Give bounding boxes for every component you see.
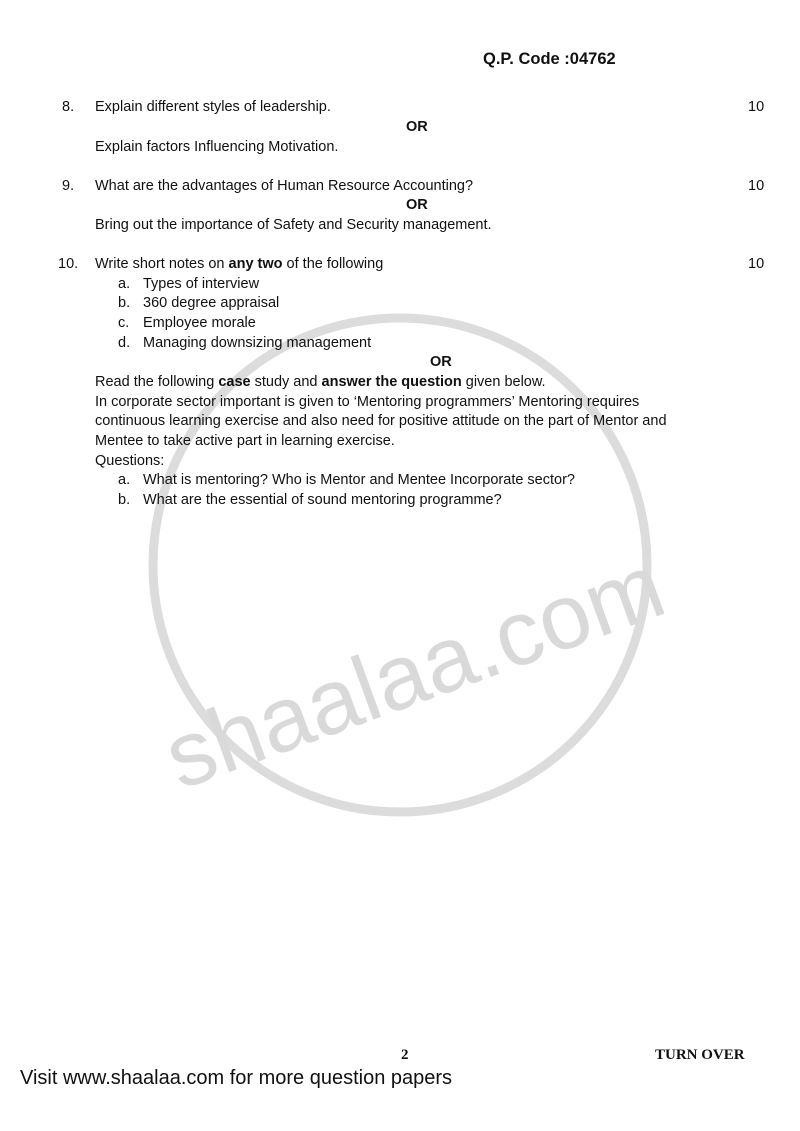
case-text-line: Mentee to take active part in learning exercise. xyxy=(95,433,395,449)
list-item-label: a. xyxy=(118,472,131,488)
list-item: What is mentoring? Who is Mentor and Mentee Incorporate sector? xyxy=(143,472,575,488)
or-label: OR xyxy=(430,354,452,370)
or-label: OR xyxy=(406,119,428,135)
case-text-line: In corporate sector important is given to ‘Mentoring programmers’ Mentoring requires xyxy=(95,394,640,410)
question-text xyxy=(95,255,383,273)
question-alt-text: Bring out the importance of Safety and Security management. xyxy=(95,217,492,233)
question-number: 8. xyxy=(62,99,75,115)
or-label: OR xyxy=(406,197,428,213)
list-item: Types of interview xyxy=(143,276,260,292)
question-number: 10. xyxy=(58,256,79,272)
list-item-label: b. xyxy=(118,295,131,311)
list-item-label: a. xyxy=(118,276,131,292)
text: study and xyxy=(250,374,322,390)
qp-code: Q.P. Code :04762 xyxy=(483,50,616,68)
list-item: What are the essential of sound mentoring programme? xyxy=(143,492,502,508)
case-intro xyxy=(95,373,546,391)
question-alt-text: Explain factors Influencing Motivation. xyxy=(95,139,339,155)
text: of the following xyxy=(282,256,384,272)
question-number: 9. xyxy=(62,178,75,194)
text-bold: answer the question xyxy=(321,374,462,390)
case-text-line: continuous learning exercise and also need for positive attitude on the part of Mentor and xyxy=(95,413,667,429)
text: given below. xyxy=(461,374,546,390)
page-number: 2 xyxy=(401,1047,409,1063)
question-marks: 10 xyxy=(748,99,765,115)
question-marks: 10 xyxy=(748,178,765,194)
question-marks: 10 xyxy=(748,256,765,272)
list-item: 360 degree appraisal xyxy=(143,295,280,311)
list-item-label: d. xyxy=(118,335,131,351)
text: Write short notes on xyxy=(95,256,229,272)
list-item-label: c. xyxy=(118,315,130,331)
footer-visit-link[interactable]: Visit www.shaalaa.com for more question papers xyxy=(20,1067,453,1089)
list-item-label: b. xyxy=(118,492,131,508)
list-item: Managing downsizing management xyxy=(143,335,372,351)
question-text: Explain different styles of leadership. xyxy=(95,99,331,115)
question-text: What are the advantages of Human Resource Accounting? xyxy=(95,178,474,194)
turn-over-label: TURN OVER xyxy=(655,1047,745,1063)
text-bold: case xyxy=(218,374,251,390)
text-bold: any two xyxy=(228,256,283,272)
text: Read the following xyxy=(95,374,219,390)
watermark-text: shaalaa.com xyxy=(151,534,678,809)
list-item: Employee morale xyxy=(143,315,256,331)
questions-label: Questions: xyxy=(95,453,165,469)
